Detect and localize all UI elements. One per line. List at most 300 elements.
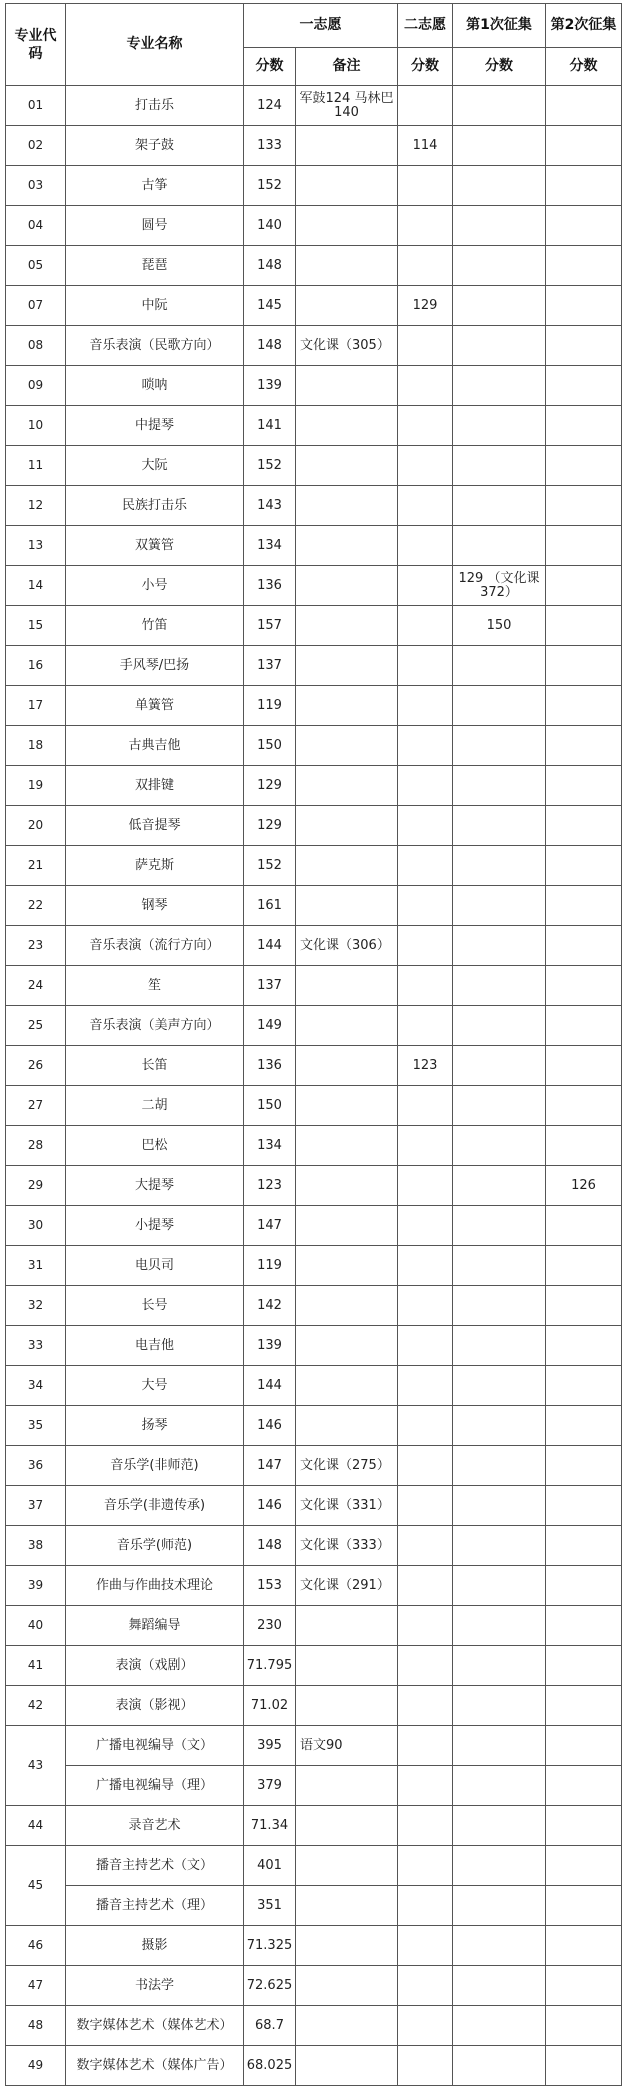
- table-row: [6, 166, 622, 206]
- cell-call1-score: [453, 526, 546, 566]
- cell-first-score: 147: [244, 1446, 296, 1486]
- cell-first-score: 119: [244, 686, 296, 726]
- cell-call1-score: [453, 206, 546, 246]
- cell-call2-score: 126: [546, 1166, 622, 1206]
- cell-call1-score: [453, 1766, 546, 1806]
- cell-first-score: 148: [244, 1526, 296, 1566]
- cell-name: 长笛: [66, 1046, 244, 1086]
- cell-code: 36: [6, 1446, 66, 1486]
- cell-call1-score: [453, 1486, 546, 1526]
- cell-name: 小提琴: [66, 1206, 244, 1246]
- cell-first-note: [296, 606, 398, 646]
- cell-name: 数字媒体艺术（媒体广告）: [66, 2046, 244, 2086]
- cell-second-score: [398, 246, 453, 286]
- cell-call2-score: [546, 1086, 622, 1126]
- cell-name: 古典吉他: [66, 726, 244, 766]
- cell-first-note: [296, 966, 398, 1006]
- cell-first-score: 146: [244, 1486, 296, 1526]
- cell-call1-score: [453, 1326, 546, 1366]
- cell-call1-score: [453, 686, 546, 726]
- table-row: [6, 526, 622, 566]
- cell-call1-score: [453, 1286, 546, 1326]
- cell-first-note: [296, 206, 398, 246]
- cell-call2-score: [546, 526, 622, 566]
- cell-call2-score: [546, 86, 622, 126]
- cell-first-score: 379: [244, 1766, 296, 1806]
- cell-name: 手风琴/巴扬: [66, 646, 244, 686]
- cell-code: 39: [6, 1566, 66, 1606]
- cell-call1-score: [453, 846, 546, 886]
- cell-first-note: [296, 1606, 398, 1646]
- cell-first-score: 143: [244, 486, 296, 526]
- cell-code: 29: [6, 1166, 66, 1206]
- cell-name: 低音提琴: [66, 806, 244, 846]
- cell-code: 14: [6, 566, 66, 606]
- cell-second-score: [398, 486, 453, 526]
- cell-first-note: [296, 1966, 398, 2006]
- cell-first-score: 152: [244, 166, 296, 206]
- cell-call1-score: [453, 1566, 546, 1606]
- cell-second-score: 129: [398, 286, 453, 326]
- cell-call1-score: [453, 486, 546, 526]
- cell-name: 扬琴: [66, 1406, 244, 1446]
- cell-first-note: [296, 526, 398, 566]
- cell-second-score: [398, 1886, 453, 1926]
- cell-call2-score: [546, 1246, 622, 1286]
- table-row: [6, 1246, 622, 1286]
- table-row: [6, 1486, 622, 1526]
- cell-call1-score: [453, 1166, 546, 1206]
- cell-second-score: [398, 446, 453, 486]
- cell-first-note: [296, 566, 398, 606]
- cell-call1-score: [453, 1046, 546, 1086]
- cell-code: 25: [6, 1006, 66, 1046]
- cell-first-score: 149: [244, 1006, 296, 1046]
- cell-code: 10: [6, 406, 66, 446]
- cell-first-score: 71.02: [244, 1686, 296, 1726]
- cell-first-note: [296, 1126, 398, 1166]
- table-row: [6, 1446, 622, 1486]
- cell-first-note: 军鼓124 马林巴140: [296, 86, 398, 126]
- cell-second-score: [398, 206, 453, 246]
- cell-second-score: [398, 1086, 453, 1126]
- table-row: [6, 406, 622, 446]
- cell-code: 34: [6, 1366, 66, 1406]
- table-row: [6, 1606, 622, 1646]
- cell-call1-score: [453, 1726, 546, 1766]
- cell-name: 大阮: [66, 446, 244, 486]
- cell-first-note: [296, 406, 398, 446]
- cell-call1-score: [453, 1086, 546, 1126]
- cell-first-score: 395: [244, 1726, 296, 1766]
- cell-call2-score: [546, 1526, 622, 1566]
- table-body: [6, 86, 622, 2086]
- cell-code: 24: [6, 966, 66, 1006]
- cell-first-score: 150: [244, 726, 296, 766]
- cell-second-score: [398, 886, 453, 926]
- cell-code: 42: [6, 1686, 66, 1726]
- cell-name: 中阮: [66, 286, 244, 326]
- table-row: [6, 1526, 622, 1566]
- cell-call2-score: [546, 1686, 622, 1726]
- table-row: [6, 1126, 622, 1166]
- cell-first-note: 文化课（333）: [296, 1526, 398, 1566]
- cell-second-score: [398, 166, 453, 206]
- cell-call2-score: [546, 1566, 622, 1606]
- cell-code: 15: [6, 606, 66, 646]
- cell-first-note: 文化课（275）: [296, 1446, 398, 1486]
- cell-first-note: [296, 1846, 398, 1886]
- cell-name: 音乐表演（民歌方向）: [66, 326, 244, 366]
- cell-first-note: [296, 1806, 398, 1846]
- cell-code: 01: [6, 86, 66, 126]
- cell-call2-score: [546, 446, 622, 486]
- cell-call2-score: [546, 686, 622, 726]
- cell-first-score: 150: [244, 1086, 296, 1126]
- cell-first-note: [296, 1686, 398, 1726]
- cell-code: 20: [6, 806, 66, 846]
- cell-second-score: [398, 806, 453, 846]
- cell-second-score: [398, 1686, 453, 1726]
- cell-name: 音乐学(非遗传承): [66, 1486, 244, 1526]
- cell-call1-score: [453, 1846, 546, 1886]
- cell-code: 28: [6, 1126, 66, 1166]
- table-row: [6, 566, 622, 606]
- cell-name: 表演（戏剧）: [66, 1646, 244, 1686]
- table-row: [6, 1046, 622, 1086]
- cell-second-score: [398, 1486, 453, 1526]
- cell-code: 11: [6, 446, 66, 486]
- cell-call1-score: 129 （文化课372）: [453, 566, 546, 606]
- cell-second-score: [398, 2006, 453, 2046]
- cell-call2-score: [546, 1606, 622, 1646]
- cell-code: 03: [6, 166, 66, 206]
- cell-name: 电贝司: [66, 1246, 244, 1286]
- header-name: 专业名称: [66, 4, 244, 86]
- cell-name: 中提琴: [66, 406, 244, 446]
- cell-name: 架子鼓: [66, 126, 244, 166]
- cell-first-note: [296, 1166, 398, 1206]
- cell-second-score: [398, 926, 453, 966]
- cell-first-score: 133: [244, 126, 296, 166]
- cell-second-score: [398, 1206, 453, 1246]
- cell-second-score: [398, 1246, 453, 1286]
- cell-second-score: [398, 366, 453, 406]
- cell-second-score: [398, 1766, 453, 1806]
- cell-second-score: [398, 526, 453, 566]
- cell-first-score: 136: [244, 1046, 296, 1086]
- cell-call2-score: [546, 406, 622, 446]
- table-row: [6, 1646, 622, 1686]
- cell-call1-score: [453, 766, 546, 806]
- table-row: [6, 1286, 622, 1326]
- cell-name: 广播电视编导（文）: [66, 1726, 244, 1766]
- cell-first-note: [296, 1886, 398, 1926]
- cell-first-note: [296, 486, 398, 526]
- table-row: [6, 926, 622, 966]
- cell-name: 电吉他: [66, 1326, 244, 1366]
- cell-code: 08: [6, 326, 66, 366]
- cell-call2-score: [546, 2046, 622, 2086]
- cell-name: 巴松: [66, 1126, 244, 1166]
- header-first-note: 备注: [296, 48, 398, 86]
- cell-code: 22: [6, 886, 66, 926]
- cell-call2-score: [546, 486, 622, 526]
- cell-first-score: 148: [244, 326, 296, 366]
- cell-second-score: [398, 766, 453, 806]
- cell-name: 书法学: [66, 1966, 244, 2006]
- cell-name: 双排键: [66, 766, 244, 806]
- cell-first-score: 401: [244, 1846, 296, 1886]
- table-row: [6, 1086, 622, 1126]
- header-call2-score: 分数: [546, 48, 622, 86]
- cell-code: 18: [6, 726, 66, 766]
- cell-first-note: [296, 766, 398, 806]
- table-row: [6, 2046, 622, 2086]
- cell-call2-score: [546, 166, 622, 206]
- cell-name: 笙: [66, 966, 244, 1006]
- cell-name: 播音主持艺术（理）: [66, 1886, 244, 1926]
- cell-first-note: 文化课（331）: [296, 1486, 398, 1526]
- cell-second-score: 114: [398, 126, 453, 166]
- cell-call1-score: [453, 2046, 546, 2086]
- cell-name: 民族打击乐: [66, 486, 244, 526]
- table-row: [6, 846, 622, 886]
- cell-first-score: 119: [244, 1246, 296, 1286]
- cell-call2-score: [546, 1726, 622, 1766]
- cell-call1-score: [453, 1126, 546, 1166]
- cell-first-score: 71.34: [244, 1806, 296, 1846]
- cell-first-score: 68.7: [244, 2006, 296, 2046]
- cell-first-note: [296, 446, 398, 486]
- cell-first-score: 123: [244, 1166, 296, 1206]
- cell-first-note: 文化课（291）: [296, 1566, 398, 1606]
- cell-call2-score: [546, 1126, 622, 1166]
- cell-first-note: [296, 1246, 398, 1286]
- cell-code: 38: [6, 1526, 66, 1566]
- cell-second-score: [398, 406, 453, 446]
- cell-second-score: [398, 1446, 453, 1486]
- cell-call2-score: [546, 286, 622, 326]
- cell-first-score: 147: [244, 1206, 296, 1246]
- cell-code: 47: [6, 1966, 66, 2006]
- cell-name: 萨克斯: [66, 846, 244, 886]
- cell-second-score: [398, 606, 453, 646]
- cell-first-note: [296, 726, 398, 766]
- cell-second-score: [398, 1646, 453, 1686]
- cell-name: 数字媒体艺术（媒体艺术）: [66, 2006, 244, 2046]
- cell-code: 07: [6, 286, 66, 326]
- table-row: [6, 1206, 622, 1246]
- cell-name: 钢琴: [66, 886, 244, 926]
- cell-second-score: [398, 686, 453, 726]
- header-second-choice: 二志愿: [398, 4, 453, 48]
- cell-second-score: [398, 1006, 453, 1046]
- cell-name: 播音主持艺术（文）: [66, 1846, 244, 1886]
- cell-first-note: [296, 1086, 398, 1126]
- table-row: [6, 246, 622, 286]
- cell-call2-score: [546, 886, 622, 926]
- cell-call1-score: [453, 126, 546, 166]
- cell-first-score: 68.025: [244, 2046, 296, 2086]
- cell-call2-score: [546, 1046, 622, 1086]
- cell-first-note: [296, 886, 398, 926]
- table-row: [6, 1006, 622, 1046]
- cell-first-score: 153: [244, 1566, 296, 1606]
- cell-call1-score: [453, 1246, 546, 1286]
- cell-name: 广播电视编导（理）: [66, 1766, 244, 1806]
- table-row: [6, 446, 622, 486]
- cell-name: 摄影: [66, 1926, 244, 1966]
- cell-name: 二胡: [66, 1086, 244, 1126]
- table-row: [6, 1686, 622, 1726]
- cell-first-note: [296, 1366, 398, 1406]
- table-row: [6, 1886, 622, 1926]
- table-row: [6, 1966, 622, 2006]
- cell-first-note: [296, 646, 398, 686]
- cell-call2-score: [546, 1366, 622, 1406]
- table-row: [6, 1846, 622, 1886]
- table-row: [6, 1926, 622, 1966]
- cell-code: 48: [6, 2006, 66, 2046]
- cell-call2-score: [546, 966, 622, 1006]
- table-row: [6, 206, 622, 246]
- cell-first-note: [296, 1006, 398, 1046]
- header-call-2: 第2次征集: [546, 4, 622, 48]
- header-row-top: [6, 4, 622, 48]
- cell-name: 琵琶: [66, 246, 244, 286]
- cell-first-note: [296, 1766, 398, 1806]
- cell-second-score: [398, 86, 453, 126]
- cell-call1-score: [453, 366, 546, 406]
- cell-call1-score: [453, 726, 546, 766]
- cell-call2-score: [546, 806, 622, 846]
- cell-call1-score: 150: [453, 606, 546, 646]
- cell-second-score: [398, 646, 453, 686]
- cell-second-score: [398, 1606, 453, 1646]
- cell-call2-score: [546, 1806, 622, 1846]
- cell-first-score: 142: [244, 1286, 296, 1326]
- cell-name: 音乐表演（流行方向）: [66, 926, 244, 966]
- cell-name: 录音艺术: [66, 1806, 244, 1846]
- cell-second-score: [398, 1566, 453, 1606]
- cell-call1-score: [453, 1206, 546, 1246]
- header-first-choice: 一志愿: [244, 4, 398, 48]
- cell-first-note: [296, 846, 398, 886]
- cell-first-score: 351: [244, 1886, 296, 1926]
- cell-second-score: [398, 1286, 453, 1326]
- cell-first-score: 129: [244, 806, 296, 846]
- cell-call2-score: [546, 1966, 622, 2006]
- cell-first-score: 134: [244, 1126, 296, 1166]
- cell-call1-score: [453, 1886, 546, 1926]
- cell-call1-score: [453, 1806, 546, 1846]
- table-row: [6, 1806, 622, 1846]
- cell-call2-score: [546, 246, 622, 286]
- cell-first-score: 124: [244, 86, 296, 126]
- cell-first-score: 129: [244, 766, 296, 806]
- cell-call2-score: [546, 1006, 622, 1046]
- cell-second-score: [398, 1726, 453, 1766]
- cell-code: 16: [6, 646, 66, 686]
- cell-call1-score: [453, 1606, 546, 1646]
- cell-call2-score: [546, 1486, 622, 1526]
- cell-second-score: [398, 1526, 453, 1566]
- table-row: [6, 1326, 622, 1366]
- cell-code: 21: [6, 846, 66, 886]
- cell-call2-score: [546, 1646, 622, 1686]
- admission-score-table-container: [5, 3, 622, 2086]
- cell-code: 37: [6, 1486, 66, 1526]
- cell-second-score: [398, 566, 453, 606]
- cell-second-score: [398, 1366, 453, 1406]
- cell-second-score: [398, 1166, 453, 1206]
- cell-second-score: [398, 1926, 453, 1966]
- cell-call1-score: [453, 1406, 546, 1446]
- cell-call1-score: [453, 2006, 546, 2046]
- cell-call2-score: [546, 846, 622, 886]
- cell-first-score: 144: [244, 926, 296, 966]
- cell-name: 古筝: [66, 166, 244, 206]
- cell-first-note: 文化课（306）: [296, 926, 398, 966]
- cell-first-score: 139: [244, 366, 296, 406]
- table-row: [6, 726, 622, 766]
- cell-call1-score: [453, 926, 546, 966]
- cell-call2-score: [546, 206, 622, 246]
- cell-call1-score: [453, 886, 546, 926]
- cell-first-score: 144: [244, 1366, 296, 1406]
- cell-call2-score: [546, 1766, 622, 1806]
- cell-call1-score: [453, 246, 546, 286]
- cell-call1-score: [453, 1646, 546, 1686]
- header-second-score: 分数: [398, 48, 453, 86]
- table-row: [6, 1766, 622, 1806]
- cell-call1-score: [453, 406, 546, 446]
- cell-name: 大号: [66, 1366, 244, 1406]
- cell-first-note: [296, 1326, 398, 1366]
- cell-first-score: 148: [244, 246, 296, 286]
- cell-call2-score: [546, 1406, 622, 1446]
- table-row: [6, 686, 622, 726]
- cell-code: 02: [6, 126, 66, 166]
- cell-first-score: 71.795: [244, 1646, 296, 1686]
- table-row: [6, 1166, 622, 1206]
- cell-first-note: 文化课（305）: [296, 326, 398, 366]
- cell-second-score: [398, 2046, 453, 2086]
- cell-first-note: [296, 1926, 398, 1966]
- cell-call2-score: [546, 1286, 622, 1326]
- cell-first-note: [296, 246, 398, 286]
- cell-call1-score: [453, 1446, 546, 1486]
- cell-code: 40: [6, 1606, 66, 1646]
- cell-first-note: [296, 686, 398, 726]
- header-call1-score: 分数: [453, 48, 546, 86]
- cell-first-note: [296, 2006, 398, 2046]
- cell-first-score: 71.325: [244, 1926, 296, 1966]
- cell-code: 19: [6, 766, 66, 806]
- table-row: [6, 2006, 622, 2046]
- cell-code: 04: [6, 206, 66, 246]
- cell-first-note: [296, 806, 398, 846]
- cell-name: 竹笛: [66, 606, 244, 646]
- cell-code: 44: [6, 1806, 66, 1846]
- cell-code: 49: [6, 2046, 66, 2086]
- cell-name: 音乐表演（美声方向）: [66, 1006, 244, 1046]
- cell-call2-score: [546, 1926, 622, 1966]
- cell-second-score: [398, 726, 453, 766]
- cell-code: 45: [6, 1846, 66, 1926]
- cell-name: 圆号: [66, 206, 244, 246]
